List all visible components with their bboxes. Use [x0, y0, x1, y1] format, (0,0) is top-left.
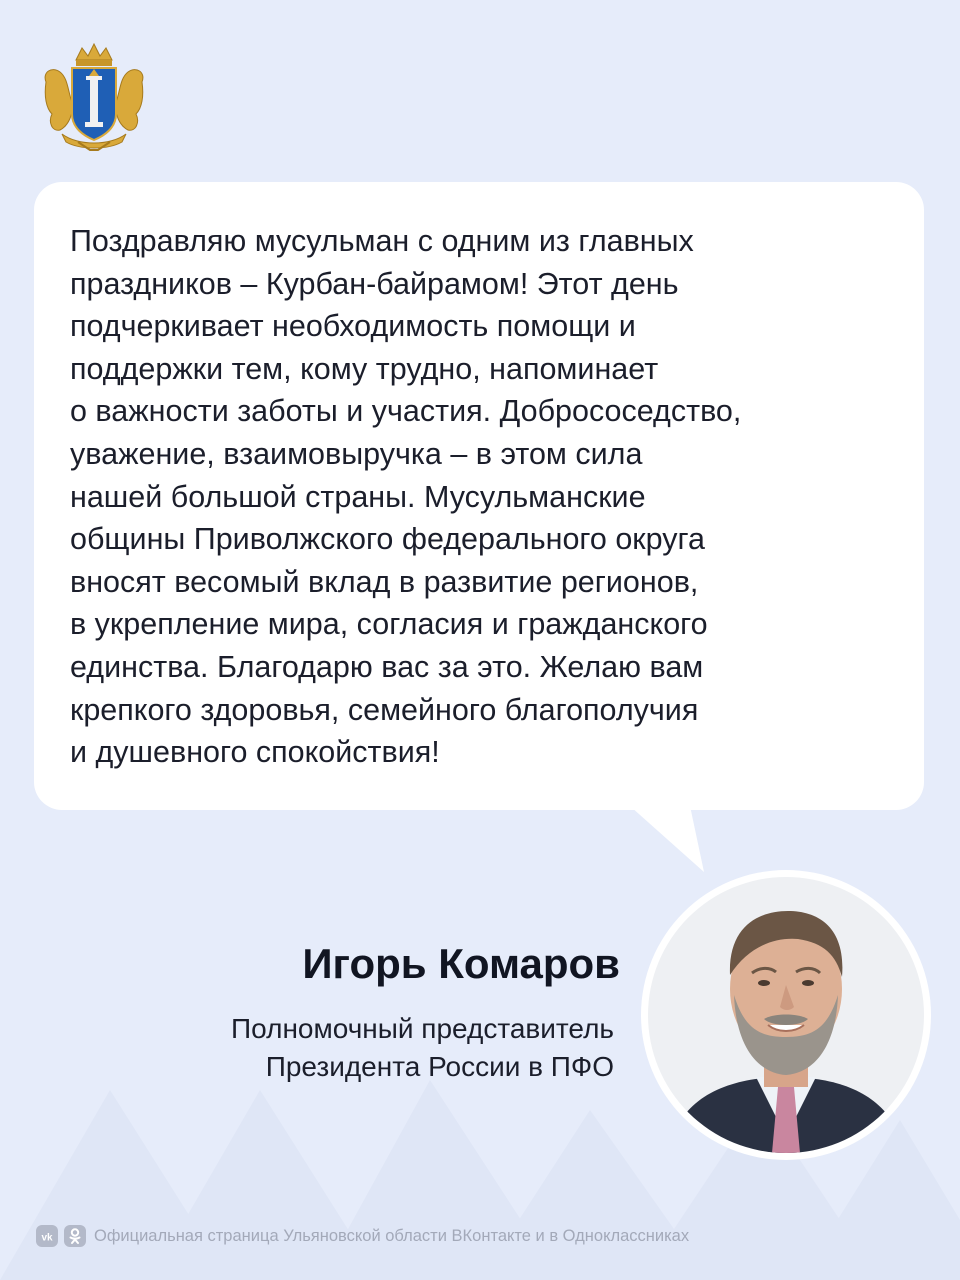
- quote-text: Поздравляю мусульман с одним из главных праздников – Курбан-байрамом! Этот день подчеркивает необходимость помощи и поддержки тем, кому трудно, напоминает о важности заботы и участия. Добрососедство, уважение, взаимовыручка – в этом сила нашей большой страны. Мусульманские общины Приволжского федерального округа вносят весомый вклад в развитие регионов, в укрепление мира, согласия и гражданского единства. Благодарю вас за это. Желаю вам крепкого здоровья, семейного благополучия и душевного спокойствия!: [70, 224, 742, 770]
- coat-of-arms-logo: [38, 42, 150, 152]
- speaker-portrait: [641, 870, 931, 1160]
- svg-text:vk: vk: [41, 1232, 53, 1244]
- footer-text: Официальная страница Ульяновской области ВКонтакте и в Одноклассниках: [94, 1226, 690, 1245]
- speaker-position: Полномочный представитель Президента России в ПФО: [231, 1013, 614, 1082]
- vk-icon[interactable]: [36, 1225, 58, 1247]
- quote-bubble-tail: [620, 806, 710, 876]
- speaker-name: Игорь Комаров: [302, 940, 620, 987]
- odnoklassniki-icon[interactable]: [64, 1225, 86, 1247]
- footer: [36, 1224, 689, 1248]
